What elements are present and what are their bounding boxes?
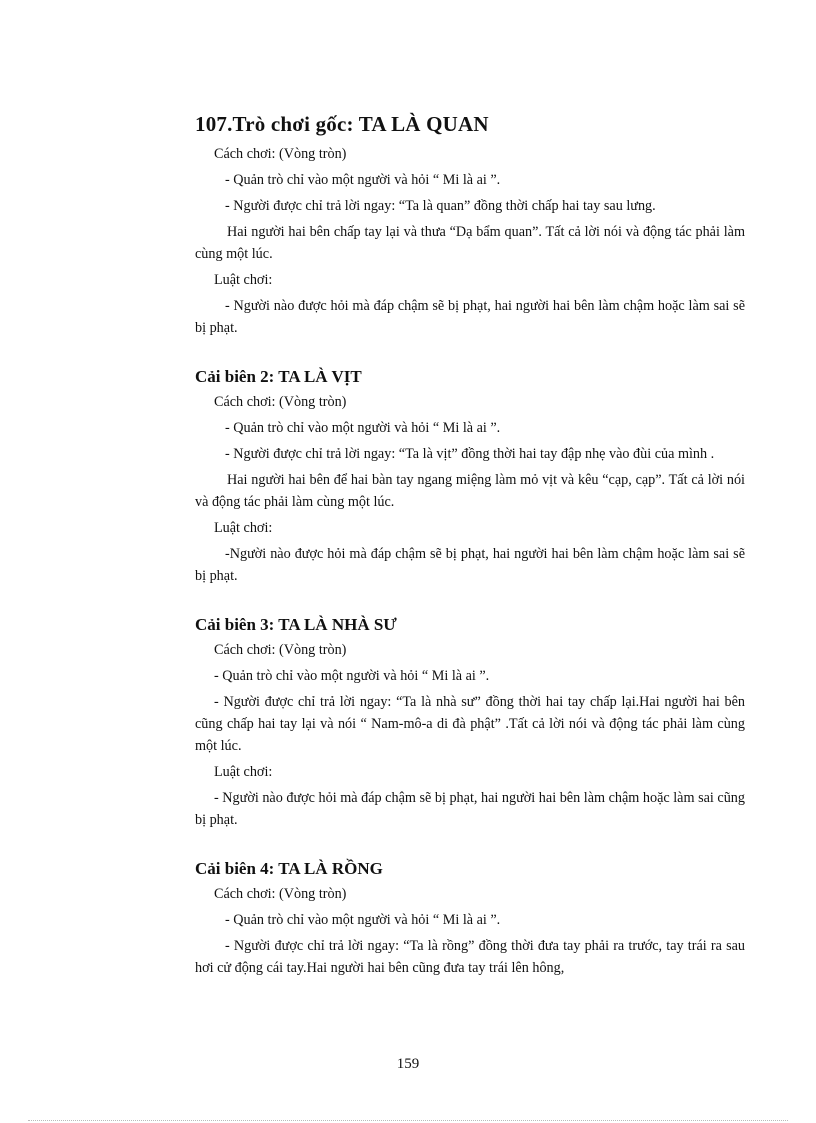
- play-method-label: Cách chơi: (Vòng tròn): [214, 146, 347, 162]
- instruction-line: Hai người hai bên để hai bàn tay ngang miệng làm mỏ vịt và kêu “cạp, cạp”. Tất cả lời nói và động tác phải làm cùng một lúc.: [195, 472, 745, 510]
- rule-text: - Người nào được hỏi mà đáp chậm sẽ bị phạt, hai người hai bên làm chậm hoặc làm sai cũng bị phạt.: [195, 790, 745, 828]
- play-method-label: Cách chơi: (Vòng tròn): [214, 642, 347, 658]
- instruction-line: - Quản trò chỉ vào một người và hỏi “ Mi là ai ”.: [214, 668, 490, 684]
- instruction-line: - Quản trò chỉ vào một người và hỏi “ Mi là ai ”.: [225, 172, 501, 188]
- section-ta-la-nha-su: [195, 615, 745, 831]
- section-title: 107.Trò chơi gốc: TA LÀ QUAN: [195, 112, 489, 136]
- page-content: [195, 112, 745, 1007]
- rule-text: - Người nào được hỏi mà đáp chậm sẽ bị phạt, hai người hai bên làm chậm hoặc làm sai sẽ bị phạt.: [195, 298, 745, 336]
- instruction-line: Hai người hai bên chấp tay lại và thưa “Dạ bẩm quan”. Tất cả lời nói và động tác phải làm cùng một lúc.: [195, 224, 745, 262]
- section-ta-la-quan: [195, 112, 745, 339]
- section-ta-la-rong: [195, 859, 745, 979]
- rules-label: Luật chơi:: [214, 272, 273, 288]
- instruction-line: - Quản trò chỉ vào một người và hỏi “ Mi là ai ”.: [225, 420, 501, 436]
- section-title: Cải biên 2: TA LÀ VỊT: [195, 367, 362, 386]
- rules-label: Luật chơi:: [214, 520, 273, 536]
- rule-text: -Người nào được hỏi mà đáp chậm sẽ bị phạt, hai người hai bên làm chậm hoặc làm sai sẽ bị phạt.: [195, 546, 745, 584]
- section-title: Cải biên 4: TA LÀ RỒNG: [195, 859, 383, 878]
- instruction-line: - Người được chỉ trả lời ngay: “Ta là quan” đồng thời chấp hai tay sau lưng.: [225, 198, 656, 214]
- section-ta-la-vit: [195, 367, 745, 587]
- play-method-label: Cách chơi: (Vòng tròn): [214, 886, 347, 902]
- instruction-line: - Người được chỉ trả lời ngay: “Ta là nhà sư” đồng thời hai tay chấp lại.Hai người hai bên cũng chấp hai tay lại và nói “ Nam-mô-a di đà phật” .Tất cả lời nói và động tác phải làm cùng một lúc.: [195, 694, 745, 754]
- instruction-line: - Người được chỉ trả lời ngay: “Ta là rồng” đồng thời đưa tay phải ra trước, tay trái ra sau hơi cử động cái tay.Hai người hai bên cũng đưa tay trái lên hông,: [195, 938, 745, 976]
- rules-label: Luật chơi:: [214, 764, 273, 780]
- instruction-line: - Người được chỉ trả lời ngay: “Ta là vịt” đồng thời hai tay đập nhẹ vào đùi của mình .: [225, 446, 715, 462]
- section-title: Cải biên 3: TA LÀ NHÀ SƯ: [195, 615, 397, 634]
- play-method-label: Cách chơi: (Vòng tròn): [214, 394, 347, 410]
- page-number: 159: [396, 1056, 420, 1072]
- footer-divider: [28, 1120, 788, 1121]
- instruction-line: - Quản trò chỉ vào một người và hỏi “ Mi là ai ”.: [225, 912, 501, 928]
